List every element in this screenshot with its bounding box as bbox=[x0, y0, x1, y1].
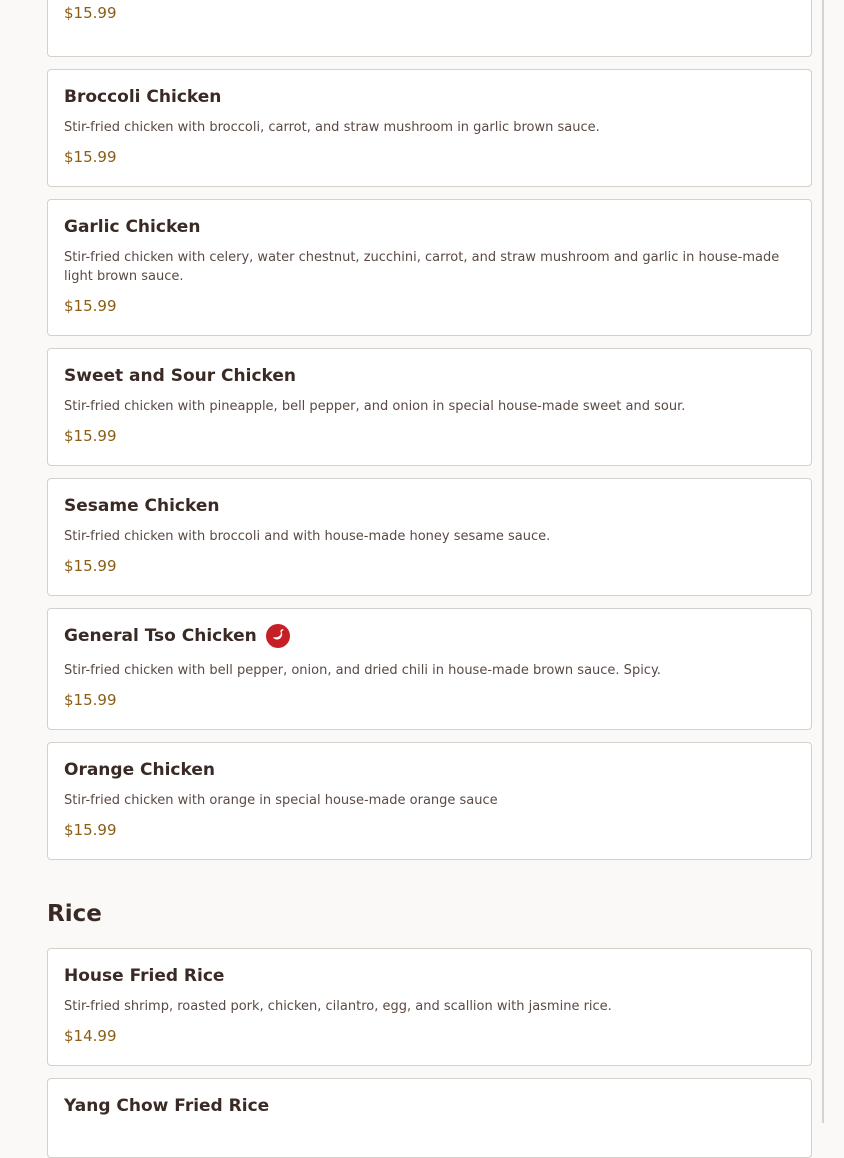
menu-item-title bbox=[64, 86, 795, 108]
menu-item-name: Garlic Chicken bbox=[64, 217, 201, 237]
menu-item-title bbox=[64, 1095, 795, 1117]
menu-item-title bbox=[64, 625, 795, 647]
chili-pepper-icon bbox=[266, 624, 290, 648]
menu-item-title bbox=[64, 495, 795, 517]
menu-item-title bbox=[64, 965, 795, 987]
scrollbar-track bbox=[822, 0, 824, 1123]
menu-item-title bbox=[64, 759, 795, 781]
menu-item-card[interactable] bbox=[47, 608, 812, 730]
menu-item-card[interactable] bbox=[47, 478, 812, 596]
menu-item-price: $15.99 bbox=[64, 821, 117, 839]
menu-item-description: Stir-fried chicken with orange in special house-made orange sauce bbox=[64, 793, 498, 808]
menu-item-description: Stir-fried chicken with bell pepper, onion, and dried chili in house-made brown sauce. Spicy. bbox=[64, 663, 661, 678]
menu-item-card[interactable] bbox=[47, 0, 812, 57]
menu-item-description: Stir-fried chicken with broccoli, carrot, and straw mushroom in garlic brown sauce. bbox=[64, 120, 600, 135]
menu-item-title bbox=[64, 365, 795, 387]
menu-item-price: $15.99 bbox=[64, 427, 117, 445]
menu-item-price: $15.99 bbox=[64, 148, 117, 166]
menu-item-name: House Fried Rice bbox=[64, 966, 225, 986]
menu-item-price: $15.99 bbox=[64, 557, 117, 575]
menu-item-card[interactable] bbox=[47, 742, 812, 860]
menu-item-description: Stir-fried chicken with pineapple, bell pepper, and onion in special house-made sweet and sour. bbox=[64, 399, 686, 414]
menu-item-card[interactable] bbox=[47, 1078, 812, 1158]
menu-item-card[interactable] bbox=[47, 948, 812, 1066]
menu-item-name: Broccoli Chicken bbox=[64, 87, 222, 107]
menu-item-name: Orange Chicken bbox=[64, 760, 215, 780]
menu-item-card[interactable] bbox=[47, 199, 812, 336]
menu-item-description: Stir-fried chicken with celery, water chestnut, zucchini, carrot, and straw mushroom and garlic in house-made light brown sauce. bbox=[64, 250, 780, 284]
menu-item-card[interactable] bbox=[47, 69, 812, 187]
menu-item-name: Sweet and Sour Chicken bbox=[64, 366, 297, 386]
section-heading-rice: Rice bbox=[47, 901, 102, 927]
menu-item-card[interactable] bbox=[47, 348, 812, 466]
menu-item-description: Stir-fried chicken with broccoli and with house-made honey sesame sauce. bbox=[64, 529, 551, 544]
menu-item-price: $15.99 bbox=[64, 691, 117, 709]
menu-item-price: $15.99 bbox=[64, 297, 117, 315]
menu-item-description: Stir-fried shrimp, roasted pork, chicken, cilantro, egg, and scallion with jasmine rice. bbox=[64, 999, 612, 1014]
menu-item-title bbox=[64, 216, 795, 238]
menu-item-price: $14.99 bbox=[64, 1027, 117, 1045]
menu-page bbox=[47, 0, 812, 1158]
menu-item-name: General Tso Chicken bbox=[64, 626, 257, 646]
menu-item-price: $15.99 bbox=[64, 4, 117, 22]
menu-item-name: Yang Chow Fried Rice bbox=[64, 1096, 270, 1116]
menu-item-name: Sesame Chicken bbox=[64, 496, 220, 516]
